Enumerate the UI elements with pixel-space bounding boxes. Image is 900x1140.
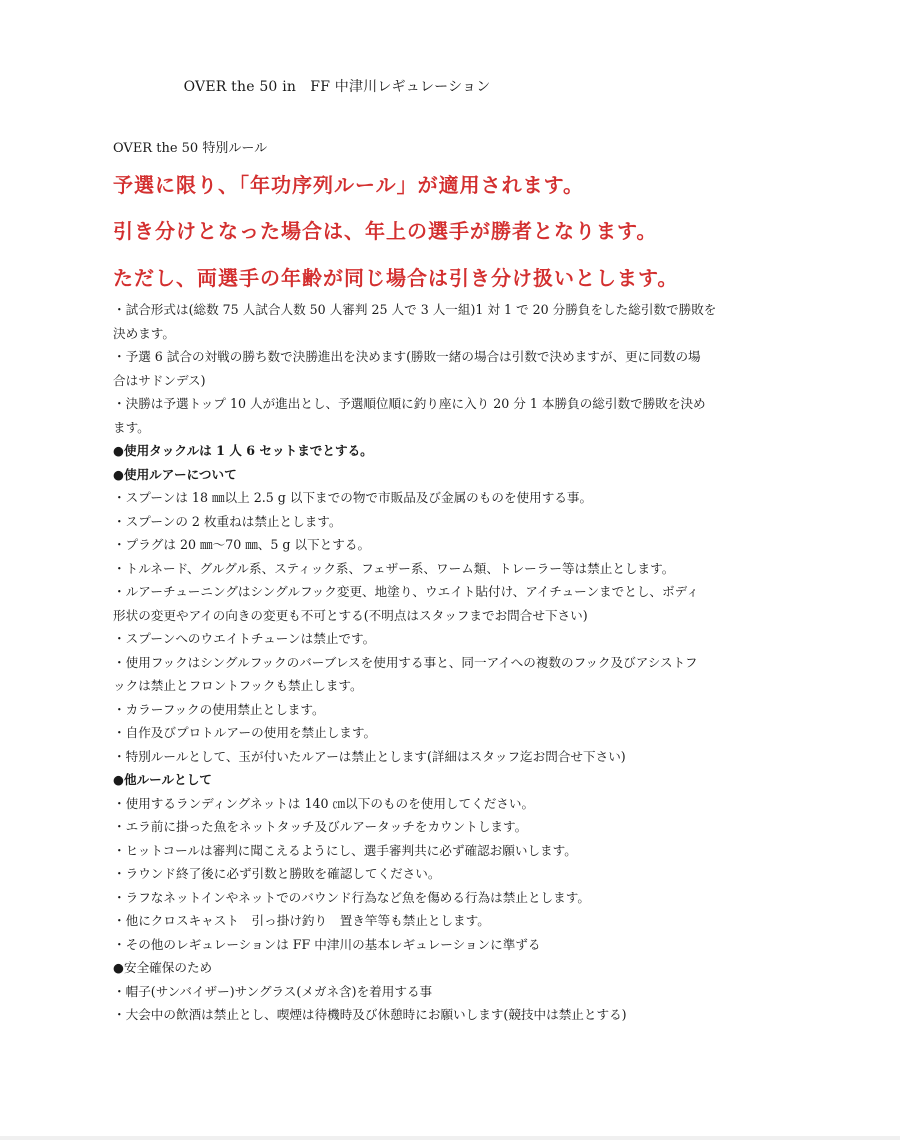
rule-line: ・試合形式は(総数 75 人試合人数 50 人審判 25 人で 3 人一組)1 対 1 で 20 分勝負をした総引数で勝敗を [113,302,717,317]
rule-line: ・その他のレギュレーションは FF 中津川の基本レギュレーションに準ずる [113,936,541,952]
rule-line: ・スプーンの 2 枚重ねは禁止とします。 [113,513,342,529]
rule-line: ・エラ前に掛った魚をネットタッチ及びルアータッチをカウントします。 [113,819,528,834]
rule-line: ・スプーンへのウエイトチューンは禁止です。 [113,631,376,646]
rule-line: ・特別ルールとして、玉が付いたルアーは禁止とします(詳細はスタッフ迄お問合せ下さい) [113,748,626,764]
rule-line: 決めます。 [113,325,175,341]
special-rule-line-3: ただし、両選手の年齢が同じ場合は引き分け扱いとします。 [113,266,679,290]
rule-line: 合はサドンデス) [113,372,206,388]
rule-line: ・他にクロスキャスト 引っ掛け釣り 置き竿等も禁止とします。 [113,913,490,928]
rule-line: ・予選 6 試合の対戦の勝ち数で決勝進出を決めます(勝敗一緒の場合は引数で決めますが、更に同数の場 [113,349,701,364]
rule-line: ・ルアーチューニングはシングルフック変更、地塗り、ウエイト貼付け、アイチューンまでとし、ボディ [113,584,699,599]
special-rule-line-1: 予選に限り、「年功序列ルール」が適用されます。 [113,173,584,197]
special-rule-heading: OVER the 50 特別ルール [113,141,268,156]
section-heading-lure: ●使用ルアーについて [113,466,237,482]
section-heading-other: ●他ルールとして [113,772,212,787]
page-bottom-edge [0,1136,900,1140]
rule-line: ・プラグは 20 ㎜〜70 ㎜、5 g 以下とする。 [113,537,371,552]
section-heading-safety: ●安全確保のため [113,960,213,975]
rule-line: ・使用フックはシングルフックのバーブレスを使用する事と、同一アイへの複数のフック及びアシストフ [113,654,698,670]
document-title: OVER the 50 in FF 中津川レギュレーション [183,79,491,95]
rules-body [113,298,773,1027]
rule-line: ・ヒットコールは審判に聞こえるようにし、選手審判共に必ず確認お願いします。 [113,842,577,858]
rule-line: ・大会中の飲酒は禁止とし、喫煙は待機時及び休憩時にお願いします(競技中は禁止とする) [113,1007,627,1022]
rule-line: ・スプーンは 18 ㎜以上 2.5 g 以下までの物で市販品及び金属のものを使用する事。 [113,490,593,505]
rule-line: 形状の変更やアイの向きの変更も不可とする(不明点はスタッフまでお問合せ下さい) [113,607,588,623]
rule-line: ます。 [113,419,150,435]
rule-line: ・ラウンド終了後に必ず引数と勝敗を確認してください。 [113,866,441,881]
rule-line: ・ラフなネットインやネットでのバウンド行為など魚を傷める行為は禁止とします。 [113,889,590,905]
rule-line: ・使用するランディングネットは 140 ㎝以下のものを使用してください。 [113,795,535,811]
rule-line: ・帽子(サンバイザー)サングラス(メガネ含)を着用する事 [113,983,433,999]
rule-line: ・自作及びプロトルアーの使用を禁止します。 [113,725,377,740]
rule-line: ・トルネード、グルグル系、スティック系、フェザー系、ワーム類、トレーラー等は禁止とします。 [113,560,675,576]
special-rule-line-2: 引き分けとなった場合は、年上の選手が勝者となります。 [113,219,658,243]
rule-line: ・カラーフックの使用禁止とします。 [113,701,325,717]
rule-line: ックは禁止とフロントフックも禁止します。 [113,678,363,693]
section-heading-tackle: ●使用タックルは 1 人 6 セットまでとする。 [113,443,373,458]
rule-line: ・決勝は予選トップ 10 人が進出とし、予選順位順に釣り座に入り 20 分 1 本勝負の総引数で勝敗を決め [113,396,706,411]
